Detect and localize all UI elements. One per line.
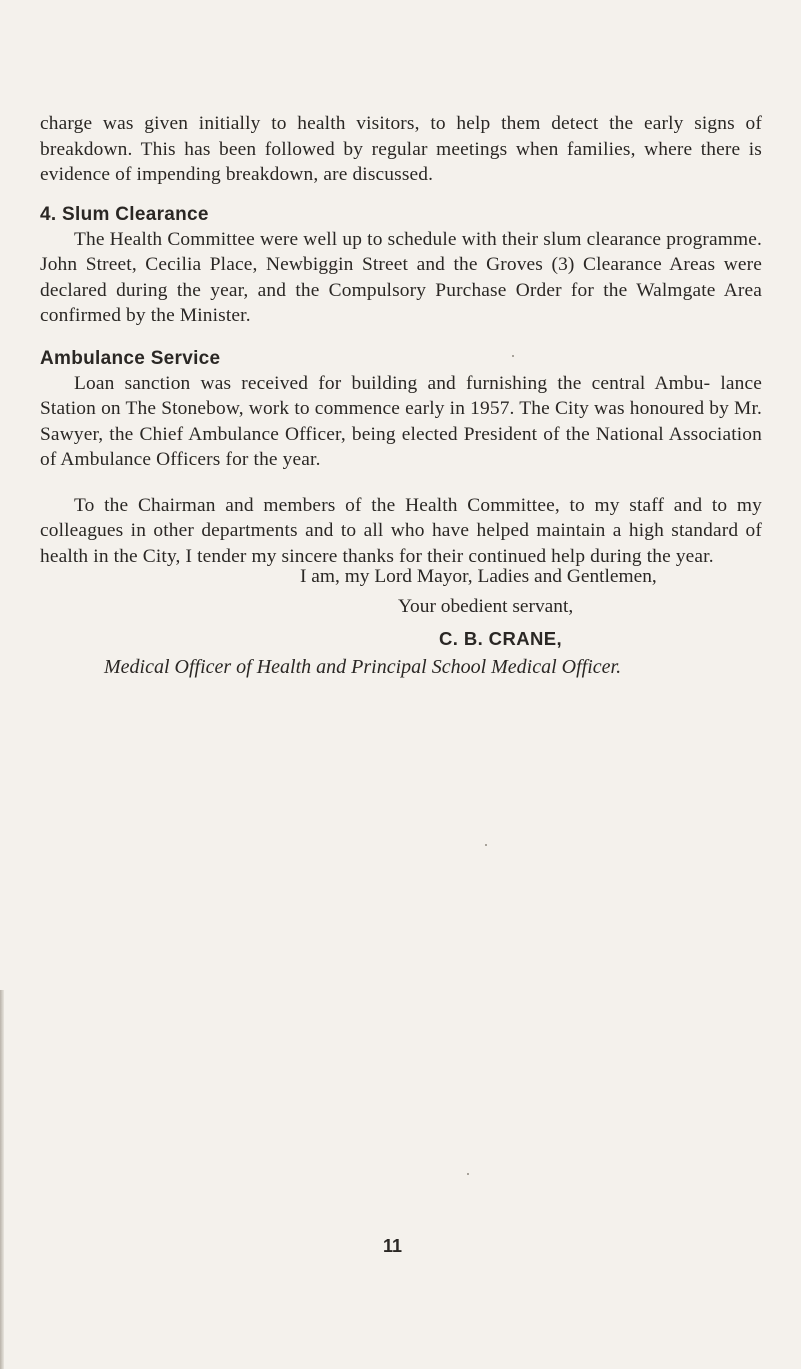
slum-clearance-paragraph: The Health Committee were well up to schedule with their slum clearance programme. John Street, Cecilia Place, Newbiggin Street and the Groves (3) Clearance Areas were declared during the year, and the Compulsory Purchase Order for the Walmgate Area confirmed by the Minister. bbox=[40, 228, 762, 326]
document-body bbox=[40, 111, 762, 569]
intro-paragraph: charge was given initially to health visitors, to help them detect the early signs of breakdown. This has been followed by regular meetings when families, where there is evidence of impending breakdown, are discussed. bbox=[40, 113, 762, 185]
paper-speck bbox=[467, 1173, 469, 1175]
ambulance-service-paragraph: Loan sanction was received for building and furnishing the central Ambu- lance Station on The Stonebow, work to commence early in 1957. The City was honoured by Mr. Sawyer, the Chief Ambulance Officer, being elected President of the National Association of Ambulance Officers for the year. bbox=[40, 372, 762, 470]
paper-speck bbox=[512, 355, 514, 357]
slum-clearance-heading: 4. Slum Clearance bbox=[40, 203, 209, 225]
thanks-paragraph: To the Chairman and members of the Health Committee, to my staff and to my colleagues in other departments and to all who have helped maintain a high standard of health in the City, I tender my sincere thanks for their continued help during the year. bbox=[40, 494, 762, 567]
ambulance-service-heading: Ambulance Service bbox=[40, 347, 221, 369]
paper-speck bbox=[485, 844, 487, 846]
closing-servant: Your obedient servant, bbox=[398, 596, 574, 617]
signature-title: Medical Officer of Health and Principal School Medical Officer. bbox=[104, 656, 622, 678]
page-edge-shadow bbox=[0, 990, 4, 1369]
signature-name: C. B. CRANE, bbox=[439, 628, 562, 649]
closing-salutation: I am, my Lord Mayor, Ladies and Gentlemen, bbox=[300, 566, 657, 587]
page-number: 11 bbox=[383, 1236, 403, 1256]
